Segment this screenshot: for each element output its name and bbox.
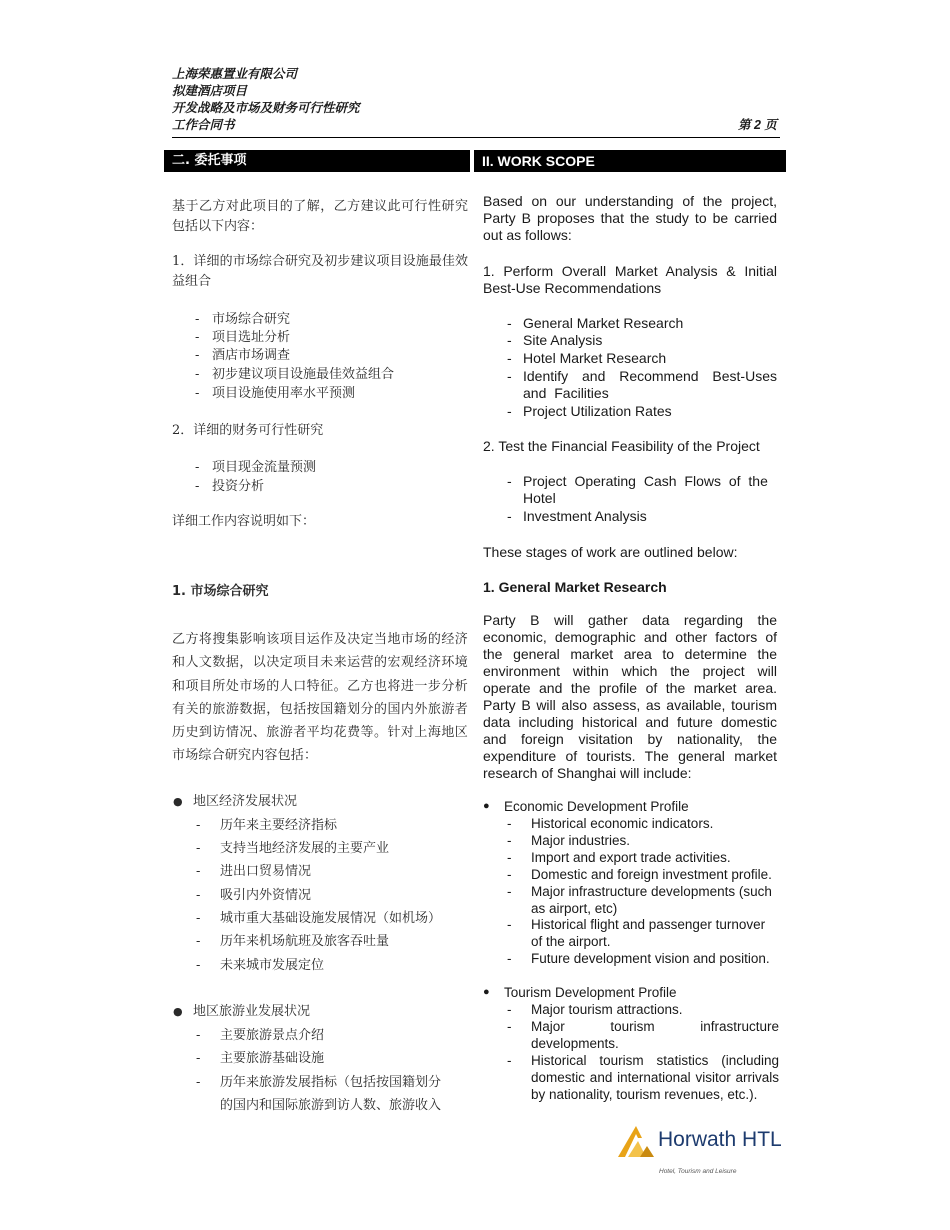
zh-econ-item: 历年来机场航班及旅客吞吐量 xyxy=(220,934,390,949)
zh-item1: 1．详细的市场综合研究及初步建议项目设施最佳效益组合 xyxy=(172,254,468,289)
zh-list-item: 初步建议项目设施最佳效益组合 xyxy=(212,367,395,382)
logo-wordmark: Horwath HTL xyxy=(658,1128,782,1151)
zh-dash: - xyxy=(195,460,200,475)
en-subsection-title: 1. General Market Research xyxy=(483,579,667,595)
zh-list-item: 项目选址分析 xyxy=(212,330,291,345)
en-market-paragraph: Party B will gather data regarding the economic, demographic and other factors of the general market area to determine the environment within which the project will operate and the profile of the market area. Party B will also assess, as available, tourism data including historical and future domestic and foreign visitation by nationality, the expenditure of tourists. The general market research of Shanghai will include: xyxy=(483,612,777,781)
logo-tagline: Hotel, Tourism and Leisure xyxy=(659,1168,737,1175)
zh-tour-item: 主要旅游景点介绍 xyxy=(220,1028,325,1043)
en-tour-title: Tourism Development Profile xyxy=(504,985,677,1000)
zh-dash: - xyxy=(196,958,201,973)
zh-dash: - xyxy=(196,841,201,856)
zh-dash: - xyxy=(195,479,200,494)
zh-outline: 详细工作内容说明如下： xyxy=(172,514,316,529)
en-list-item: Site Analysis xyxy=(523,332,603,348)
en-econ-item: Import and export trade activities. xyxy=(531,850,731,865)
zh-dash: - xyxy=(196,864,201,879)
header-project: 拟建酒店项目 xyxy=(172,84,248,98)
zh-tour-item: 历年来旅游发展指标（包括按国籍划分 xyxy=(220,1075,442,1090)
en-bullet: ● xyxy=(483,986,490,998)
zh-market-paragraph: 乙方将搜集影响该项目运作及决定当地市场的经济和人文数据，以决定项目未来运营的宏观经济环境和项目所处市场的人口特征。乙方也将进一步分析有关的旅游数据，包括按国籍划分的国内外旅游者历史到访情况、旅游者平均花费等。针对上海地区市场综合研究内容包括： xyxy=(172,632,468,764)
en-item2: 2. Test the Financial Feasibility of the Project xyxy=(483,438,760,454)
zh-dash: - xyxy=(195,386,200,401)
en-outline: These stages of work are outlined below: xyxy=(483,544,738,560)
en-list-item: Hotel Market Research xyxy=(523,350,667,366)
en-section-bar: II. WORK SCOPE xyxy=(474,150,786,172)
zh-econ-item: 吸引内外资情况 xyxy=(220,888,312,903)
zh-dash: - xyxy=(196,1075,201,1090)
en-dash: - xyxy=(507,332,512,348)
zh-subsection-title: 1. 市场综合研究 xyxy=(172,584,269,599)
zh-dash: - xyxy=(195,330,200,345)
en-dash: - xyxy=(507,473,512,489)
zh-dash: - xyxy=(195,348,200,363)
zh-econ-title: 地区经济发展状况 xyxy=(193,794,298,809)
header-study: 开发战略及市场及财务可行性研究 xyxy=(172,101,360,115)
zh-dash: - xyxy=(195,367,200,382)
en-econ-item: Historical flight and passenger turnover of the airport. xyxy=(531,917,766,949)
zh-econ-item: 城市重大基础设施发展情况（如机场） xyxy=(220,911,442,926)
en-dash: - xyxy=(507,917,512,932)
zh-section-bar: 二. 委托事项 xyxy=(164,150,470,172)
en-econ-item: Domestic and foreign investment profile. xyxy=(531,867,772,882)
en-dash: - xyxy=(507,350,512,366)
zh-econ-item: 支持当地经济发展的主要产业 xyxy=(220,841,390,856)
en-item1: 1. Perform Overall Market Analysis & Initial Best-Use Recommendations xyxy=(483,263,777,296)
zh-econ-item: 历年来主要经济指标 xyxy=(220,818,338,833)
zh-dash: - xyxy=(196,1028,201,1043)
en-list-item: General Market Research xyxy=(523,315,684,331)
en-dash: - xyxy=(507,951,512,966)
en-econ-item: Future development vision and position. xyxy=(531,951,770,966)
en-bullet: ● xyxy=(483,800,490,812)
en-dash: - xyxy=(507,867,512,882)
zh-dash: - xyxy=(196,1051,201,1066)
en-econ-title: Economic Development Profile xyxy=(504,799,689,814)
en-intro: Based on our understanding of the project, Party B proposes that the study to be carried out as follows: xyxy=(483,193,777,243)
zh-item2: 2．详细的财务可行性研究 xyxy=(172,423,324,438)
en-list-item: Project Utilization Rates xyxy=(523,403,672,419)
en-dash: - xyxy=(507,508,512,524)
en-dash: - xyxy=(507,403,512,419)
en-dash: - xyxy=(507,884,512,899)
header-divider xyxy=(172,137,780,138)
en-dash: - xyxy=(507,1053,512,1068)
zh-list-item: 项目现金流量预测 xyxy=(212,460,317,475)
header-doc-type: 工作合同书 xyxy=(172,118,235,132)
horwath-mountain-icon xyxy=(616,1124,656,1158)
zh-dash: - xyxy=(196,934,201,949)
en-tour-item: Historical tourism statistics (including domestic and international visitor arrivals by nationality, tourism revenues, etc.). xyxy=(531,1053,779,1102)
zh-dash: - xyxy=(196,911,201,926)
en-econ-item: Historical economic indicators. xyxy=(531,816,714,831)
zh-tour-item-cont: 的国内和国际旅游到访人数、旅游收入 xyxy=(220,1098,442,1113)
zh-list-item: 市场综合研究 xyxy=(212,312,291,327)
zh-bullet: ● xyxy=(173,795,183,808)
header-company: 上海荣惠置业有限公司 xyxy=(172,67,298,81)
zh-dash: - xyxy=(196,888,201,903)
en-dash: - xyxy=(507,368,512,384)
en-list-item: Identify and Recommend Best-Uses and Facilities xyxy=(523,368,777,401)
header-page-number: 第 2 页 xyxy=(738,118,777,132)
zh-list-item: 投资分析 xyxy=(212,479,265,494)
en-dash: - xyxy=(507,1002,512,1017)
en-dash: - xyxy=(507,833,512,848)
zh-intro: 基于乙方对此项目的了解，乙方建议此可行性研究包括以下内容： xyxy=(172,199,468,234)
en-dash: - xyxy=(507,315,512,331)
zh-tour-title: 地区旅游业发展状况 xyxy=(193,1004,311,1019)
zh-econ-item: 未来城市发展定位 xyxy=(220,958,325,973)
zh-list-item: 项目设施使用率水平预测 xyxy=(212,386,356,401)
zh-list-item: 酒店市场调查 xyxy=(212,348,291,363)
en-econ-item: Major infrastructure developments (such as airport, etc) xyxy=(531,884,772,916)
en-tour-item: Major tourism attractions. xyxy=(531,1002,683,1017)
zh-bullet: ● xyxy=(173,1005,183,1018)
en-list-item: Project Operating Cash Flows of the Hotel xyxy=(523,473,768,506)
en-dash: - xyxy=(507,816,512,831)
en-dash: - xyxy=(507,1019,512,1034)
en-econ-item: Major industries. xyxy=(531,833,631,848)
zh-dash: - xyxy=(195,312,200,327)
en-list-item: Investment Analysis xyxy=(523,508,647,524)
zh-econ-item: 进出口贸易情况 xyxy=(220,864,312,879)
en-dash: - xyxy=(507,850,512,865)
zh-tour-item: 主要旅游基础设施 xyxy=(220,1051,325,1066)
en-tour-item: Major tourism infrastructure developments. xyxy=(531,1019,779,1051)
zh-dash: - xyxy=(196,818,201,833)
